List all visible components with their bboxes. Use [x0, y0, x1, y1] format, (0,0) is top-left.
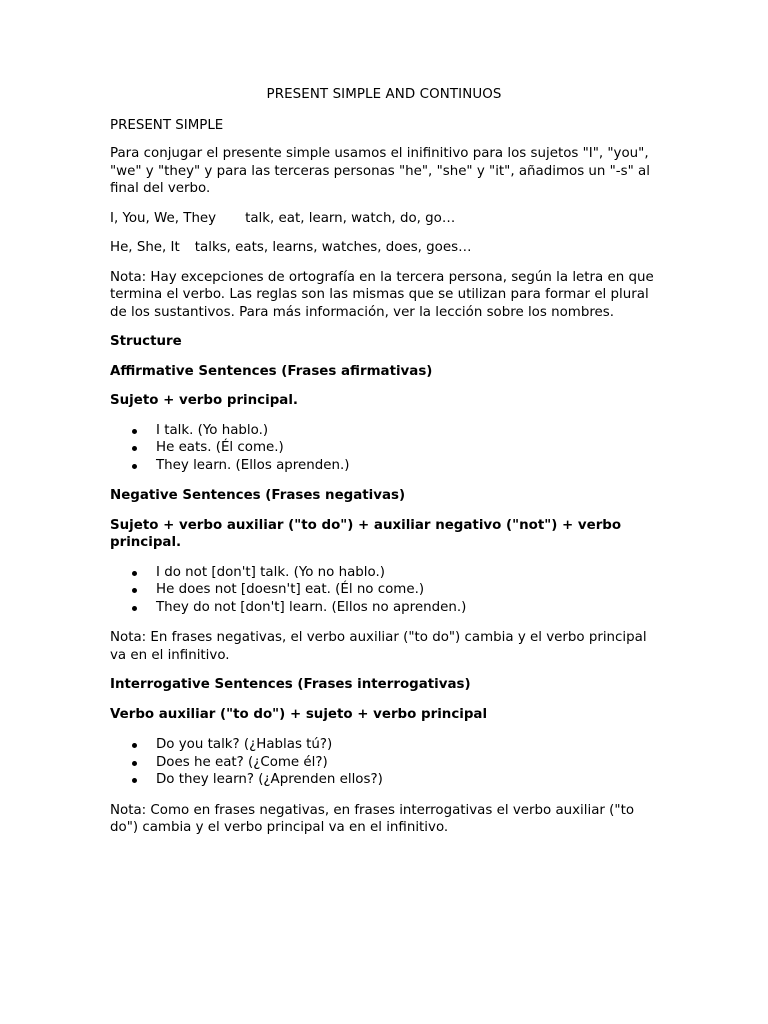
list-item: They learn. (Ellos aprenden.): [110, 457, 658, 475]
note-spelling: Nota: Hay excepciones de ortografía en la tercera persona, según la letra en que termina el verbo. Las reglas son las mismas que se utilizan para formar el plural de los sustantivos. Para más información, ver la lección sobre los nombres.: [110, 269, 654, 320]
interrogative-note: Nota: Como en frases negativas, en frases interrogativas el verbo auxiliar ("to do") cambia y el verbo principal va en el infinitivo.: [110, 802, 635, 835]
intro-paragraph: Para conjugar el presente simple usamos el inifinitivo para los sujetos "I", "you", "we" y "they" y para las terceras personas "he", "she" y "it", añadimos un "-s" al final del verbo.: [110, 146, 650, 196]
bullet-icon: [132, 446, 137, 451]
section-heading-present-simple: PRESENT SIMPLE: [110, 117, 224, 133]
bullet-icon: [132, 429, 137, 434]
list-item: Does he eat? (¿Come él?): [110, 754, 658, 772]
bullet-icon: [132, 606, 137, 611]
bullet-icon: [132, 743, 137, 748]
conjugation-subjects: I, You, We, They: [110, 210, 217, 226]
bullet-icon: [132, 464, 137, 469]
structure-heading: Structure: [110, 334, 182, 349]
list-item: He does not [doesn't] eat. (Él no come.): [110, 581, 658, 599]
document-page: [110, 86, 658, 837]
list-item: I do not [don't] talk. (Yo no hablo.): [110, 564, 658, 582]
negative-examples: [110, 564, 658, 617]
negative-heading: Negative Sentences (Frases negativas): [110, 488, 406, 503]
interrogative-heading: Interrogative Sentences (Frases interrogativas): [110, 677, 471, 692]
conjugation-row-third-person: [110, 239, 658, 257]
list-item: Do you talk? (¿Hablas tú?): [110, 736, 658, 754]
list-item: Do they learn? (¿Aprenden ellos?): [110, 771, 658, 789]
affirmative-heading: Affirmative Sentences (Frases afirmativas): [110, 363, 433, 379]
negative-formula: Sujeto + verbo auxiliar ("to do") + auxiliar negativo ("not") + verbo principal.: [110, 517, 622, 550]
conjugation-subjects: He, She, It: [110, 240, 180, 255]
bullet-icon: [132, 588, 137, 593]
list-item: I talk. (Yo hablo.): [110, 422, 658, 440]
document-title: PRESENT SIMPLE AND CONTINUOS: [266, 87, 502, 102]
conjugation-row-plural: [110, 210, 658, 228]
list-item: They do not [don't] learn. (Ellos no aprenden.): [110, 599, 658, 617]
affirmative-examples: [110, 422, 658, 475]
conjugation-verbs: talks, eats, learns, watches, does, goes…: [194, 240, 472, 255]
negative-note: Nota: En frases negativas, el verbo auxiliar ("to do") cambia y el verbo principal va en el infinitivo.: [110, 630, 647, 663]
affirmative-formula: Sujeto + verbo principal.: [110, 393, 298, 408]
conjugation-verbs: talk, eat, learn, watch, do, go…: [245, 210, 456, 226]
interrogative-formula: Verbo auxiliar ("to do") + sujeto + verbo principal: [110, 706, 488, 722]
interrogative-examples: [110, 736, 658, 789]
list-item: He eats. (Él come.): [110, 439, 658, 457]
bullet-icon: [132, 571, 137, 576]
bullet-icon: [132, 761, 137, 766]
bullet-icon: [132, 778, 137, 783]
